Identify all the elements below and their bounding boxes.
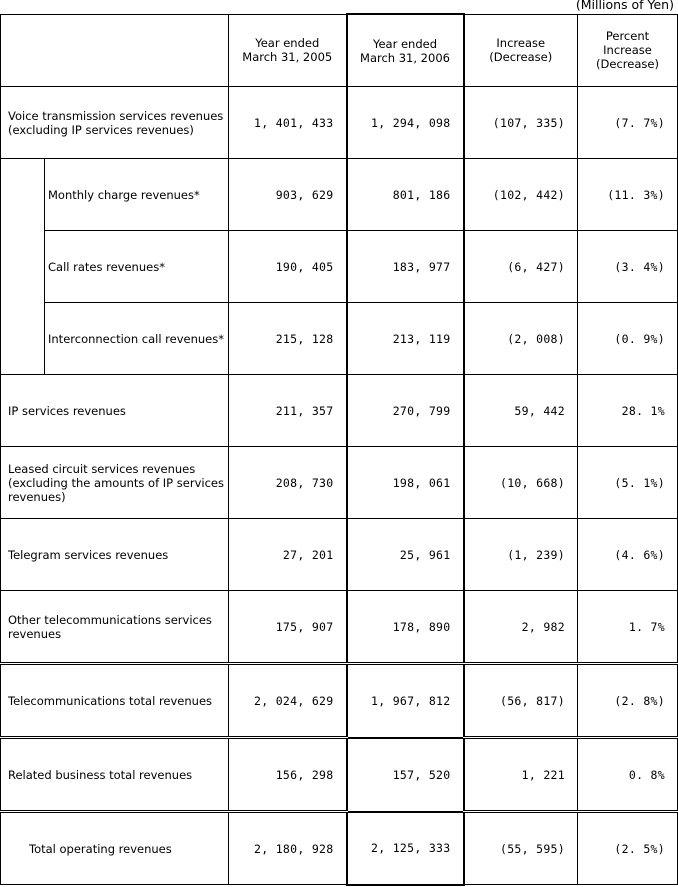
value-percent: 28. 1% <box>578 375 678 447</box>
value-increase: (102, 442) <box>464 159 578 231</box>
row-label: Interconnection call revenues* <box>45 303 229 375</box>
header-percent: Percent Increase (Decrease) <box>578 14 678 87</box>
value-percent: (4. 6%) <box>578 519 678 591</box>
table-row <box>1 159 678 231</box>
header-2006: Year ended March 31, 2006 <box>347 14 464 87</box>
table-row <box>1 519 678 591</box>
table-row <box>1 812 678 885</box>
value-increase: 59, 442 <box>464 375 578 447</box>
value-2005: 156, 298 <box>229 738 347 812</box>
value-percent: (3. 4%) <box>578 231 678 303</box>
indent-spacer <box>1 159 45 231</box>
row-label: Call rates revenues* <box>45 231 229 303</box>
value-increase: 2, 982 <box>464 591 578 664</box>
value-2005: 2, 180, 928 <box>229 812 347 885</box>
table-row <box>1 87 678 159</box>
table-row <box>1 231 678 303</box>
header-2005: Year ended March 31, 2005 <box>229 14 347 87</box>
table-row <box>1 738 678 812</box>
header-blank <box>1 14 229 87</box>
value-2005: 208, 730 <box>229 447 347 519</box>
table-row <box>1 303 678 375</box>
row-label: Related business total revenues <box>1 738 229 812</box>
row-label: Other telecommunications services revenues <box>1 591 229 664</box>
header-row <box>1 14 678 87</box>
value-2005: 1, 401, 433 <box>229 87 347 159</box>
value-2006: 183, 977 <box>347 231 464 303</box>
value-2006: 157, 520 <box>347 738 464 812</box>
indent-spacer <box>1 303 45 375</box>
value-percent: (0. 9%) <box>578 303 678 375</box>
value-2006: 1, 294, 098 <box>347 87 464 159</box>
row-label: Telecommunications total revenues <box>1 664 229 738</box>
value-percent: (7. 7%) <box>578 87 678 159</box>
header-increase: Increase (Decrease) <box>464 14 578 87</box>
value-2006: 270, 799 <box>347 375 464 447</box>
value-percent: 0. 8% <box>578 738 678 812</box>
table-row <box>1 375 678 447</box>
revenue-table <box>0 13 678 886</box>
value-increase: (6, 427) <box>464 231 578 303</box>
value-percent: (5. 1%) <box>578 447 678 519</box>
value-2006: 25, 961 <box>347 519 464 591</box>
value-percent: (2. 8%) <box>578 664 678 738</box>
indent-spacer <box>1 231 45 303</box>
value-2006: 2, 125, 333 <box>347 812 464 885</box>
value-2005: 190, 405 <box>229 231 347 303</box>
value-increase: (1, 239) <box>464 519 578 591</box>
table-row <box>1 591 678 664</box>
units-label: (Millions of Yen) <box>575 0 674 12</box>
value-increase: (2, 008) <box>464 303 578 375</box>
row-label: Monthly charge revenues* <box>45 159 229 231</box>
value-2006: 178, 890 <box>347 591 464 664</box>
value-increase: (56, 817) <box>464 664 578 738</box>
table-row <box>1 664 678 738</box>
value-increase: (10, 668) <box>464 447 578 519</box>
value-percent: (11. 3%) <box>578 159 678 231</box>
table-row <box>1 447 678 519</box>
value-2005: 27, 201 <box>229 519 347 591</box>
row-label: IP services revenues <box>1 375 229 447</box>
value-2006: 1, 967, 812 <box>347 664 464 738</box>
value-increase: 1, 221 <box>464 738 578 812</box>
value-2005: 215, 128 <box>229 303 347 375</box>
value-2005: 175, 907 <box>229 591 347 664</box>
row-label: Voice transmission services revenues (excluding IP services revenues) <box>1 87 229 159</box>
row-label: Leased circuit services revenues (excluding the amounts of IP services revenues) <box>1 447 229 519</box>
row-label: Telegram services revenues <box>1 519 229 591</box>
value-2005: 2, 024, 629 <box>229 664 347 738</box>
value-2006: 198, 061 <box>347 447 464 519</box>
row-label: Total operating revenues <box>1 812 229 885</box>
value-percent: 1. 7% <box>578 591 678 664</box>
value-2006: 801, 186 <box>347 159 464 231</box>
value-increase: (107, 335) <box>464 87 578 159</box>
value-2005: 211, 357 <box>229 375 347 447</box>
value-2006: 213, 119 <box>347 303 464 375</box>
value-2005: 903, 629 <box>229 159 347 231</box>
value-percent: (2. 5%) <box>578 812 678 885</box>
value-increase: (55, 595) <box>464 812 578 885</box>
